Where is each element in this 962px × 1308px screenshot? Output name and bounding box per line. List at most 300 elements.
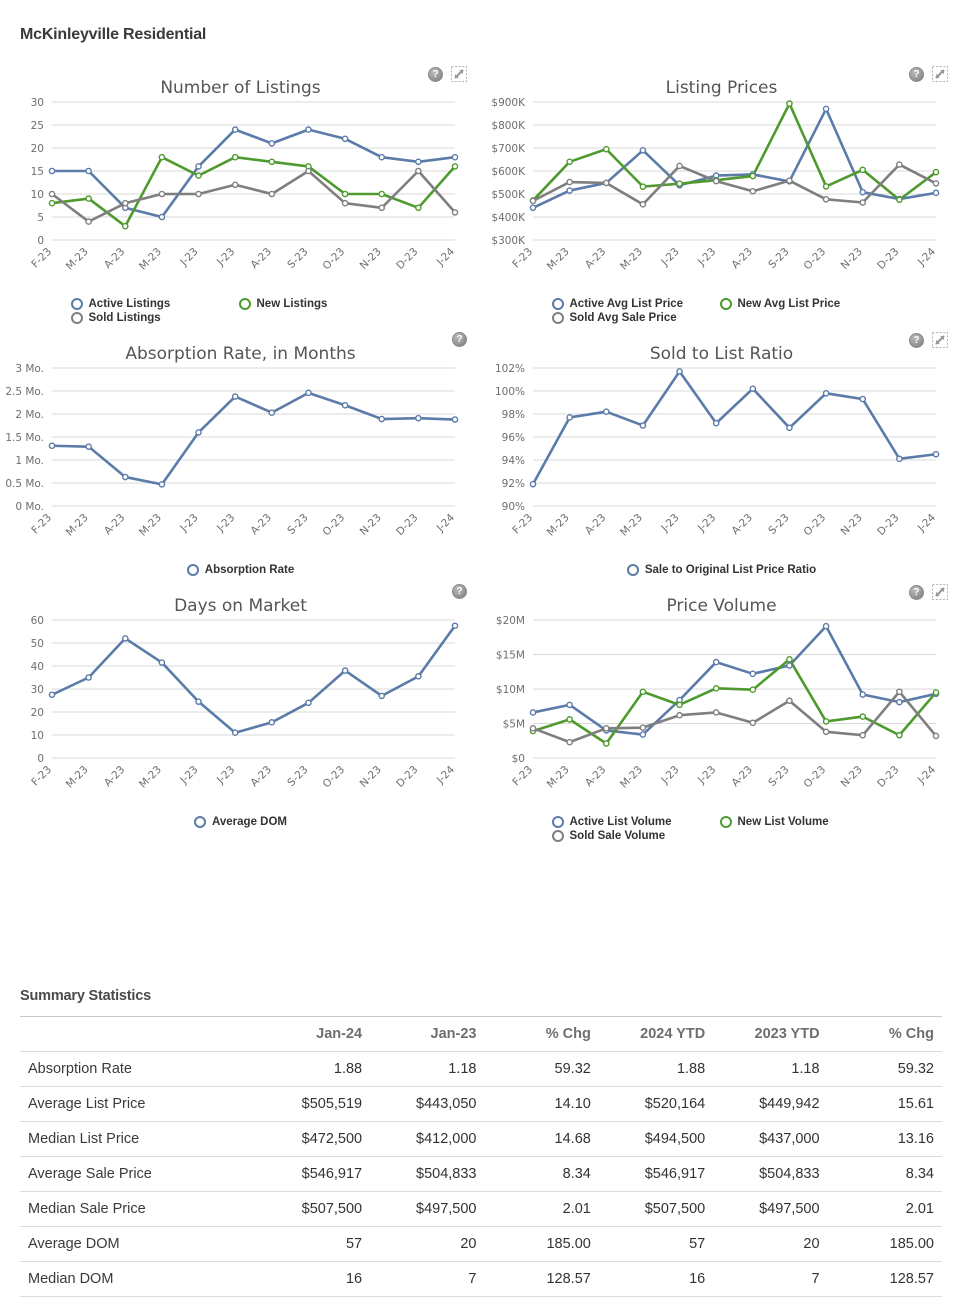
legend-label: Sold Listings (88, 312, 161, 324)
x-axis-tick-label: J-24 (915, 511, 939, 535)
data-point (677, 163, 682, 168)
summary-cell: 1.18 (713, 1052, 827, 1087)
x-axis-tick-label: M-23 (137, 245, 165, 273)
legend-label: Average DOM (212, 816, 287, 828)
data-point (416, 168, 421, 173)
legend-item[interactable] (552, 816, 702, 828)
summary-cell: 57 (256, 1227, 370, 1262)
y-axis-tick-label: 50 (30, 638, 44, 650)
data-point (823, 729, 828, 734)
data-point (787, 657, 792, 662)
x-axis-tick-label: A-23 (248, 511, 274, 538)
x-axis-tick-label: J-23 (659, 245, 682, 269)
x-axis-tick-label: F-23 (510, 763, 536, 789)
summary-table-head (20, 1017, 942, 1052)
x-axis-tick-label: D-23 (875, 763, 902, 790)
data-point (196, 430, 201, 435)
x-axis-tick-label: O-23 (801, 763, 829, 791)
summary-table-body (20, 1052, 942, 1297)
x-axis-tick-label: M-23 (544, 245, 572, 273)
legend-label: Sold Avg Sale Price (569, 312, 677, 324)
legend-item[interactable] (720, 816, 870, 828)
y-axis-tick-label: $15M (495, 649, 525, 662)
data-point (530, 726, 535, 731)
summary-cell: $507,500 (256, 1192, 370, 1227)
x-axis-tick-label: A-23 (248, 245, 274, 272)
x-axis-tick-label: M-23 (544, 763, 572, 791)
y-axis-tick-label: $0 (511, 753, 525, 765)
data-point (933, 190, 938, 195)
data-point (860, 396, 865, 401)
legend-label: Sale to Original List Price Ratio (644, 564, 817, 576)
data-point (677, 181, 682, 186)
data-point (640, 732, 645, 737)
summary-statistics-section (0, 988, 962, 1297)
x-axis-tick-label: O-23 (801, 511, 829, 539)
x-axis-tick-label: M-23 (63, 245, 91, 273)
summary-cell: $546,917 (256, 1157, 370, 1192)
summary-cell: 1.88 (599, 1052, 713, 1087)
summary-cell: $504,833 (713, 1157, 827, 1192)
panel-icons (452, 332, 467, 347)
data-point (933, 733, 938, 738)
data-point (860, 733, 865, 738)
y-axis-tick-label: 5 (37, 212, 44, 224)
legend-label: New Listings (256, 298, 328, 310)
data-point (714, 179, 719, 184)
x-axis-tick-label: J-23 (178, 763, 201, 787)
chart-legend (552, 292, 892, 324)
legend-item[interactable] (552, 830, 702, 842)
data-point (269, 191, 274, 196)
x-axis-tick-label: F-23 (29, 245, 55, 271)
data-point (49, 692, 54, 697)
data-point (714, 659, 719, 664)
y-axis-tick-label: 40 (30, 661, 44, 673)
data-point (379, 191, 384, 196)
data-point (787, 425, 792, 430)
chart-plot-area (0, 92, 481, 292)
x-axis-tick-label: O-23 (320, 245, 348, 273)
chart-title: Number of Listings (160, 78, 321, 98)
summary-col-header-4: 2024 YTD (599, 1017, 713, 1052)
x-axis-tick-label: N-23 (357, 245, 384, 272)
legend-marker-icon (187, 564, 199, 576)
legend-item[interactable] (720, 298, 870, 310)
summary-cell: $504,833 (370, 1157, 484, 1192)
data-point (452, 210, 457, 215)
data-point (269, 410, 274, 415)
data-point (416, 674, 421, 679)
chart-panel-number-of-listings (0, 58, 481, 324)
summary-cell: 128.57 (484, 1262, 598, 1297)
data-point (567, 415, 572, 420)
data-point (823, 719, 828, 724)
expand-icon[interactable] (932, 584, 948, 600)
data-point (233, 394, 238, 399)
data-point (933, 690, 938, 695)
help-icon[interactable]: ? (452, 332, 467, 347)
data-point (379, 416, 384, 421)
y-axis-tick-label: 90% (501, 501, 525, 513)
summary-cell: 20 (713, 1227, 827, 1262)
x-axis-tick-label: M-23 (137, 511, 165, 539)
x-axis-tick-label: J-24 (434, 511, 458, 535)
y-axis-tick-label: $400K (491, 212, 525, 224)
x-axis-tick-label: S-23 (285, 511, 311, 537)
data-point (342, 668, 347, 673)
data-point (604, 147, 609, 152)
summary-row-label: Average DOM (20, 1227, 256, 1262)
data-point (604, 726, 609, 731)
y-axis-tick-label: $300K (491, 235, 525, 247)
y-axis-tick-label: 20 (30, 143, 44, 155)
x-axis-tick-label: J-23 (214, 763, 238, 787)
summary-cell: $507,500 (599, 1192, 713, 1227)
panel-icons (909, 66, 948, 82)
y-axis-tick-label: 1.5 Mo. (5, 432, 44, 444)
x-axis-tick-label: J-23 (695, 763, 719, 787)
data-point (823, 106, 828, 111)
y-axis-tick-label: $5M (502, 718, 525, 731)
x-axis-tick-label: D-23 (875, 511, 902, 538)
y-axis-tick-label: 20 (30, 707, 44, 719)
legend-marker-icon (71, 312, 83, 324)
y-axis-tick-label: $10M (495, 684, 525, 696)
data-point (897, 733, 902, 738)
chart-plot-area (481, 358, 962, 558)
y-axis-tick-label: 92% (501, 478, 525, 490)
x-axis-tick-label: S-23 (766, 763, 792, 789)
table-row (20, 1052, 942, 1087)
series-line (52, 393, 455, 485)
summary-col-header-1: Jan-24 (256, 1017, 370, 1052)
data-point (860, 190, 865, 195)
summary-cell: 59.32 (828, 1052, 942, 1087)
x-axis-tick-label: J-23 (695, 245, 719, 269)
data-point (787, 178, 792, 183)
x-axis-tick-label: A-23 (101, 245, 128, 272)
data-point (823, 184, 828, 189)
x-axis-tick-label: J-24 (434, 245, 458, 269)
data-point (306, 168, 311, 173)
legend-label: New List Volume (737, 816, 829, 828)
summary-cell: 2.01 (484, 1192, 598, 1227)
x-axis-tick-label: N-23 (838, 245, 865, 272)
data-point (379, 205, 384, 210)
data-point (452, 164, 457, 169)
chart-title: Listing Prices (665, 78, 778, 98)
x-axis-tick-label: S-23 (766, 511, 792, 537)
page-title: McKinleyville Residential (20, 26, 207, 43)
panel-icons (452, 584, 467, 599)
legend-label: Absorption Rate (204, 564, 295, 576)
data-point (452, 417, 457, 422)
chart-title: Days on Market (174, 596, 307, 616)
chart-legend (71, 292, 411, 324)
table-row (20, 1157, 942, 1192)
summary-row-label: Median DOM (20, 1262, 256, 1297)
data-point (159, 482, 164, 487)
y-axis-tick-label: 2 Mo. (15, 409, 44, 421)
x-axis-tick-label: S-23 (766, 245, 792, 271)
data-point (269, 141, 274, 146)
data-point (86, 675, 91, 680)
data-point (750, 189, 755, 194)
data-point (49, 201, 54, 206)
data-point (530, 205, 535, 210)
data-point (640, 423, 645, 428)
legend-label: Active List Volume (569, 816, 672, 828)
summary-col-header-5: 2023 YTD (713, 1017, 827, 1052)
summary-col-header-0 (20, 1017, 256, 1052)
table-row (20, 1262, 942, 1297)
summary-row-label: Average List Price (20, 1087, 256, 1122)
data-point (750, 687, 755, 692)
y-axis-tick-label: 102% (494, 363, 525, 375)
summary-cell: 128.57 (828, 1262, 942, 1297)
summary-col-header-6: % Chg (828, 1017, 942, 1052)
summary-cell: $412,000 (370, 1122, 484, 1157)
data-point (823, 624, 828, 629)
data-point (604, 741, 609, 746)
expand-icon[interactable] (451, 66, 467, 82)
data-point (49, 191, 54, 196)
data-point (750, 173, 755, 178)
expand-icon[interactable] (932, 66, 948, 82)
x-axis-tick-label: A-23 (101, 511, 128, 538)
chart-row-3 (0, 576, 962, 842)
legend-item[interactable] (627, 564, 816, 576)
data-point (823, 197, 828, 202)
x-axis-tick-label: N-23 (838, 763, 865, 790)
data-point (342, 191, 347, 196)
x-axis-tick-label: D-23 (394, 763, 421, 790)
charts-grid (0, 58, 962, 842)
table-row (20, 1087, 942, 1122)
data-point (567, 179, 572, 184)
data-point (530, 482, 535, 487)
data-point (233, 730, 238, 735)
series-line (533, 371, 936, 484)
legend-item[interactable] (194, 816, 287, 828)
legend-marker-icon (552, 830, 564, 842)
data-point (196, 699, 201, 704)
y-axis-tick-label: 60 (30, 615, 44, 627)
chart-title: Price Volume (666, 596, 777, 616)
table-row (20, 1227, 942, 1262)
data-point (750, 671, 755, 676)
x-axis-tick-label: O-23 (320, 763, 348, 791)
data-point (233, 155, 238, 160)
x-axis-tick-label: F-23 (510, 245, 536, 271)
chart-panel-listing-prices (481, 58, 962, 324)
panel-icons (909, 584, 948, 600)
data-point (416, 205, 421, 210)
summary-cell: 8.34 (484, 1157, 598, 1192)
data-point (567, 188, 572, 193)
data-point (123, 201, 128, 206)
x-axis-tick-label: M-23 (618, 763, 646, 791)
x-axis-tick-label: M-23 (618, 511, 646, 539)
data-point (604, 180, 609, 185)
series-line (52, 626, 455, 733)
x-axis-tick-label: O-23 (320, 511, 348, 539)
data-point (233, 182, 238, 187)
summary-row-label: Absorption Rate (20, 1052, 256, 1087)
help-icon[interactable]: ? (909, 67, 924, 82)
summary-cell: $443,050 (370, 1087, 484, 1122)
y-axis-tick-label: $600K (491, 166, 525, 178)
x-axis-tick-label: A-23 (729, 763, 755, 790)
data-point (123, 224, 128, 229)
x-axis-tick-label: A-23 (582, 511, 609, 538)
help-icon[interactable]: ? (909, 333, 924, 348)
data-point (897, 689, 902, 694)
x-axis-tick-label: M-23 (544, 511, 572, 539)
chart-plot-area (481, 92, 962, 292)
y-axis-tick-label: 0 (37, 753, 44, 765)
legend-item[interactable] (239, 298, 389, 310)
chart-plot-area (0, 610, 481, 810)
chart-legend (481, 558, 962, 576)
summary-cell: 57 (599, 1227, 713, 1262)
data-point (933, 181, 938, 186)
summary-cell: 15.61 (828, 1087, 942, 1122)
data-point (897, 162, 902, 167)
data-point (567, 159, 572, 164)
chart-title: Absorption Rate, in Months (125, 344, 356, 364)
summary-cell: $497,500 (713, 1192, 827, 1227)
legend-item[interactable] (552, 298, 702, 310)
x-axis-tick-label: D-23 (394, 245, 421, 272)
y-axis-tick-label: $500K (491, 189, 525, 201)
summary-cell: 8.34 (828, 1157, 942, 1192)
summary-cell: $449,942 (713, 1087, 827, 1122)
x-axis-tick-label: J-23 (178, 245, 201, 269)
summary-row-label: Median List Price (20, 1122, 256, 1157)
help-icon[interactable]: ? (452, 584, 467, 599)
data-point (530, 710, 535, 715)
x-axis-tick-label: J-23 (214, 245, 238, 269)
data-point (933, 170, 938, 175)
y-axis-tick-label: $20M (495, 615, 525, 627)
summary-cell: 13.16 (828, 1122, 942, 1157)
help-icon[interactable]: ? (909, 585, 924, 600)
data-point (342, 201, 347, 206)
y-axis-tick-label: 94% (501, 455, 525, 467)
summary-cell: $497,500 (370, 1192, 484, 1227)
summary-header-row (20, 1017, 942, 1052)
series-line (533, 659, 936, 743)
y-axis-tick-label: 1 Mo. (15, 455, 44, 467)
data-point (196, 164, 201, 169)
data-point (379, 155, 384, 160)
legend-item[interactable] (552, 312, 702, 324)
summary-cell: 1.88 (256, 1052, 370, 1087)
x-axis-tick-label: A-23 (248, 763, 274, 790)
x-axis-tick-label: M-23 (618, 245, 646, 273)
chart-plot-area (481, 610, 962, 810)
x-axis-tick-label: J-23 (659, 511, 682, 535)
x-axis-tick-label: J-23 (178, 511, 201, 535)
y-axis-tick-label: 2.5 Mo. (5, 386, 44, 398)
data-point (86, 219, 91, 224)
summary-col-header-2: Jan-23 (370, 1017, 484, 1052)
help-icon[interactable]: ? (428, 67, 443, 82)
data-point (379, 693, 384, 698)
data-point (897, 456, 902, 461)
data-point (640, 148, 645, 153)
y-axis-tick-label: 0 (37, 235, 44, 247)
legend-marker-icon (552, 816, 564, 828)
data-point (159, 155, 164, 160)
data-point (452, 155, 457, 160)
x-axis-tick-label: M-23 (63, 763, 91, 791)
legend-item[interactable] (187, 564, 294, 576)
y-axis-tick-label: $700K (491, 143, 525, 155)
legend-item[interactable] (71, 298, 221, 310)
summary-cell: 7 (713, 1262, 827, 1297)
data-point (860, 692, 865, 697)
data-point (452, 623, 457, 628)
x-axis-tick-label: N-23 (357, 511, 384, 538)
data-point (196, 173, 201, 178)
x-axis-tick-label: D-23 (875, 245, 902, 272)
summary-cell: $546,917 (599, 1157, 713, 1192)
x-axis-tick-label: N-23 (357, 763, 384, 790)
summary-cell: $437,000 (713, 1122, 827, 1157)
panel-icons (909, 332, 948, 348)
data-point (750, 720, 755, 725)
data-point (860, 167, 865, 172)
series-line (533, 109, 936, 208)
data-point (787, 663, 792, 668)
data-point (123, 636, 128, 641)
legend-marker-icon (194, 816, 206, 828)
x-axis-tick-label: N-23 (838, 511, 865, 538)
legend-marker-icon (71, 298, 83, 310)
summary-cell: 1.18 (370, 1052, 484, 1087)
summary-col-header-3: % Chg (484, 1017, 598, 1052)
data-point (860, 714, 865, 719)
legend-label: Active Listings (88, 298, 171, 310)
data-point (269, 159, 274, 164)
legend-item[interactable] (71, 312, 221, 324)
legend-marker-icon (552, 298, 564, 310)
data-point (86, 196, 91, 201)
data-point (714, 710, 719, 715)
expand-icon[interactable] (932, 332, 948, 348)
summary-title: Summary Statistics (20, 988, 151, 1004)
data-point (933, 452, 938, 457)
y-axis-tick-label: 25 (30, 120, 44, 132)
summary-cell: 14.10 (484, 1087, 598, 1122)
legend-marker-icon (239, 298, 251, 310)
x-axis-tick-label: A-23 (729, 511, 755, 538)
x-axis-tick-label: F-23 (29, 511, 55, 537)
x-axis-tick-label: F-23 (510, 511, 536, 537)
data-point (306, 390, 311, 395)
data-point (640, 725, 645, 730)
summary-row-label: Average Sale Price (20, 1157, 256, 1192)
y-axis-tick-label: 0.5 Mo. (5, 478, 44, 490)
panel-icons (428, 66, 467, 82)
data-point (49, 168, 54, 173)
data-point (233, 127, 238, 132)
table-row (20, 1122, 942, 1157)
data-point (787, 698, 792, 703)
